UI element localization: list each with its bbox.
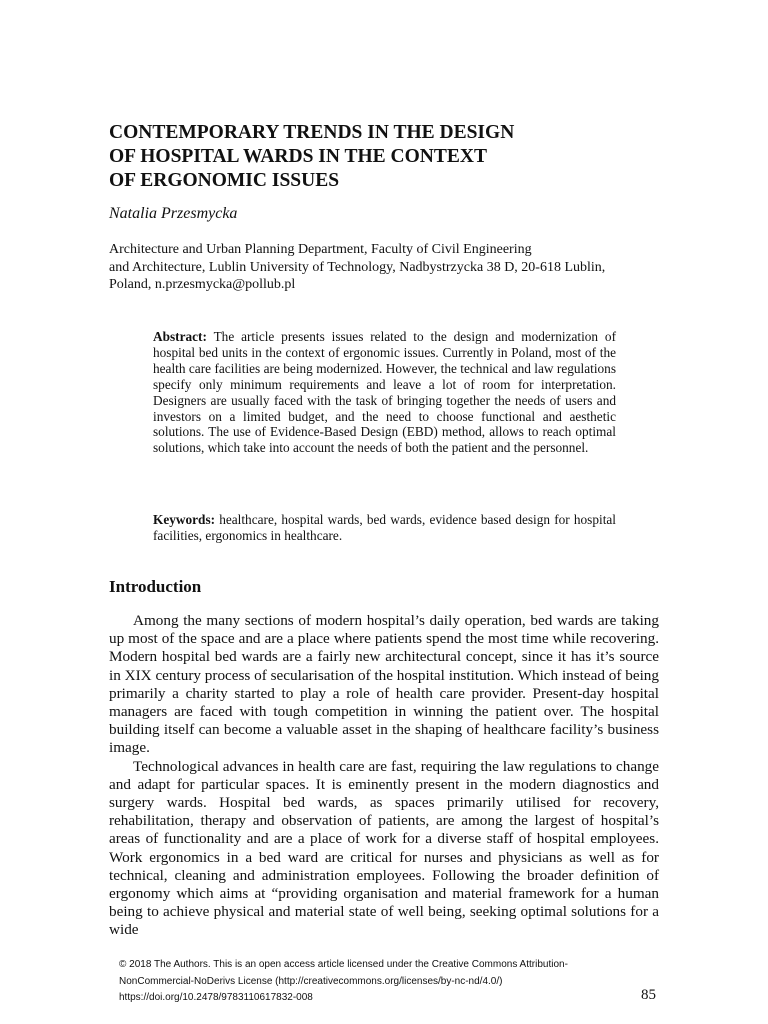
section-heading-introduction: Introduction <box>109 577 202 596</box>
title-line: OF ERGONOMIC ISSUES <box>109 170 340 191</box>
affiliation-line: and Architecture, Lublin University of Technology, Nadbystrzycka 38 D, 20-618 Lublin, <box>109 259 606 275</box>
doi-link[interactable]: https://doi.org/10.2478/9783110617832-008 <box>119 992 313 1003</box>
body-paragraph: Technological advances in health care are fast, requiring the law regulations to change and adapt for particular spaces. It is eminently present in the modern diagnostics and surgery wards. Hospital bed wards, as spaces primarily utilised for recovery, rehabilitation, therapy and observation of patients, are among the largest of hospital’s areas of functionality and are a place of work for a diverse staff of hospital employees. Work ergonomics in a bed ward are critical for nurses and physicians as well as for technical, cleaning and administration employees. Following the broader definition of ergonomy which aims at “providing organisation and material framework for a human being to achieve physical and material state of well being, seeking optimal solutions for a wide <box>109 757 659 939</box>
keywords <box>153 512 616 544</box>
license-line: © 2018 The Authors. This is an open access article licensed under the Creative Commons Attribution- <box>119 959 568 970</box>
abstract <box>153 329 616 456</box>
title-line: CONTEMPORARY TRENDS IN THE DESIGN <box>109 122 515 143</box>
abstract-text: The article presents issues related to the design and modernization of hospital bed units in the context of ergonomic issues. Currently in Poland, most of the health care facilities are being modernized. However, the technical and law regulations specify only minimum requirements and leave a lot of room for interpretation. Designers are usually faced with the task of bringing together the needs of users and investors on a limited budget, and the need to choose functional and aesthetic solutions. The use of Evidence-Based Design (EBD) method, allows to reach optimal solutions, which take into account the needs of both the patient and the personnel. <box>153 329 616 456</box>
keywords-label: Keywords: <box>153 512 216 527</box>
body-paragraph: Among the many sections of modern hospital’s daily operation, bed wards are taking up most of the space and are a place where patients spend the most time while recovering. Modern hospital bed wards are a fairly new architectural concept, since it has it’s source in XIX century process of secularisation of the hospital institution. Which instead of being primarily a charity started to play a role of health care provider. Present-day hospital managers are faced with tough competition in winning the patient over. The hospital building itself can become a valuable asset in the shaping of healthcare facility’s business image. <box>109 612 659 757</box>
body-text <box>109 612 659 940</box>
keywords-text: healthcare, hospital wards, bed wards, evidence based design for hospital facilities, ergonomics in healthcare. <box>153 512 616 543</box>
author-name: Natalia Przesmycka <box>109 205 238 222</box>
abstract-label: Abstract: <box>153 329 207 344</box>
paper-title <box>109 121 669 193</box>
page-number: 85 <box>641 987 656 1003</box>
license-footer <box>119 957 659 1007</box>
title-line: OF HOSPITAL WARDS IN THE CONTEXT <box>109 146 487 167</box>
affiliation-line: Architecture and Urban Planning Department, Faculty of Civil Engineering <box>109 242 532 257</box>
affiliation-line: Poland, n.przesmycka@pollub.pl <box>109 277 296 292</box>
author-affiliation <box>109 241 669 294</box>
license-line: NonCommercial-NoDerivs License (http://creativecommons.org/licenses/by-nc-nd/4.0/) <box>119 975 503 987</box>
